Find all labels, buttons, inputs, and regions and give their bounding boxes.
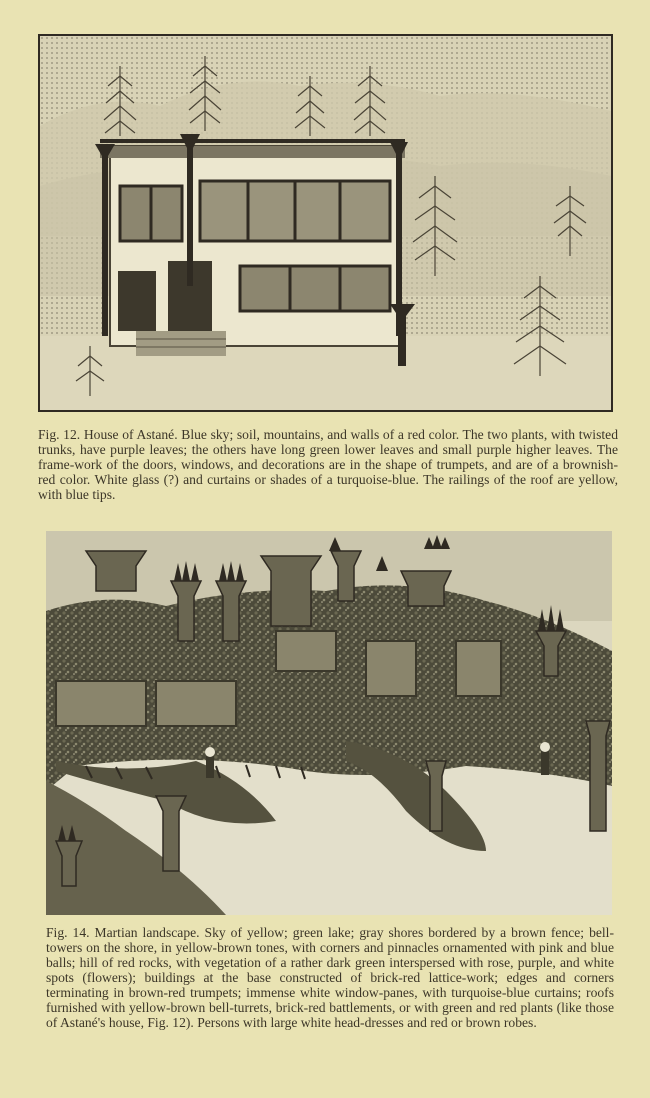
figure-14-caption-text: Martian landscape. Sky of yellow; green lake; gray shores bordered by a brown fence; bell-towers on the shore, in yellow-brown tones, with corners and pinnacles ornamented with pink and blue balls; hill of red rocks, with vegetation of a rather dark green interspersed with rose, purple, and white spots (flowers); buildings at the base constructed of brick-red lattice-work; edges and corners terminating in brown-red trumpets; immense white window-panes, with turquoise-blue curtains; roofs furnished with yellow-brown bell-turrets, brick-red battlements, or with green and red plants (like those of Astané's house, Fig. 12). Persons with large white head-dresses and red or brown robes. — [46, 925, 614, 1030]
martian-landscape-illustration — [46, 531, 612, 915]
figure-14-label: Fig. 14. — [46, 925, 90, 940]
house-illustration — [40, 36, 611, 410]
figure-12-caption — [38, 427, 618, 502]
figure-12-caption-text: House of Astané. Blue sky; soil, mountains, and walls of a red color. The two plants, with twisted trunks, have purple leaves; the others have long green lower leaves and small purple higher leaves. The frame-work of the doors, windows, and decorations are in the shape of trumpets, and are of a brownish-red color. White glass (?) and curtains or shades of a turquoise-blue. The railings of the roof are yellow, with blue tips. — [38, 427, 618, 502]
figure-14-martian-landscape — [46, 531, 612, 915]
figure-12-house-of-astane — [38, 34, 613, 412]
figure-14-caption — [46, 925, 614, 1030]
figure-12-label: Fig. 12. — [38, 427, 81, 442]
